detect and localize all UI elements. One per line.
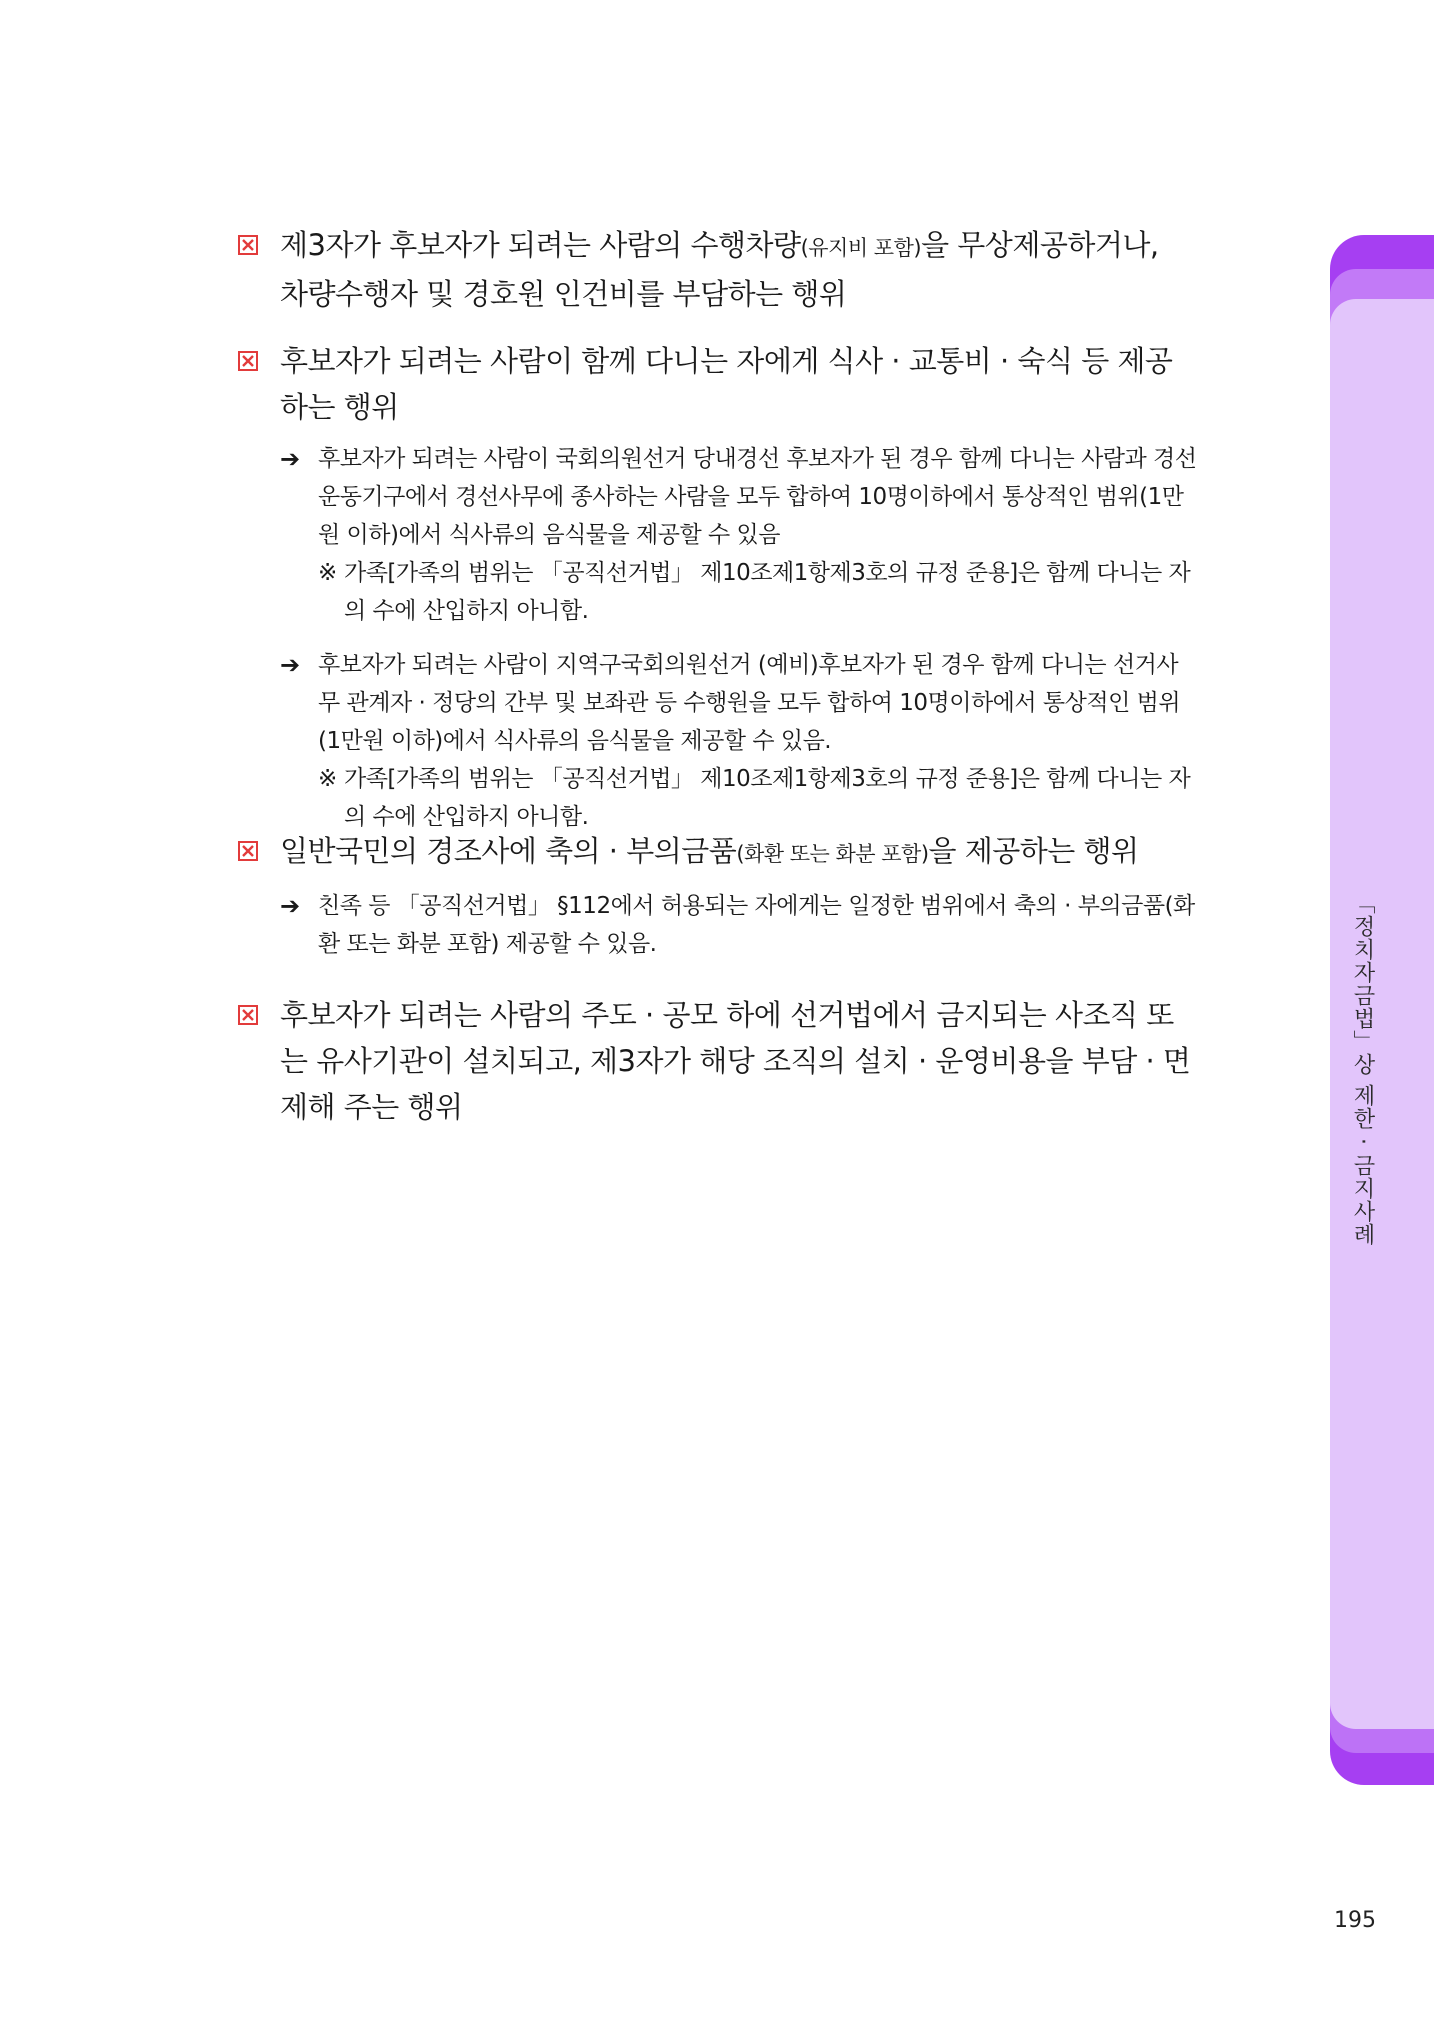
footnote — [238, 554, 1198, 630]
arrow-icon: ➔ — [280, 892, 300, 920]
heading-text-tail: 을 무상제공하거나, — [921, 228, 1159, 262]
heading-parenthetical: (유지비 포함) — [800, 236, 922, 260]
heading-text-tail: 을 제공하는 행위 — [928, 834, 1139, 868]
item-heading — [238, 828, 1198, 877]
sub-point-text: 친족 등 「공직선거법」 §112에서 허용되는 자에게는 일정한 범위에서 축의 · 부의금품(화환 또는 화분 포함) 제공할 수 있음. — [318, 893, 1195, 957]
note-mark: ※ — [318, 766, 337, 792]
heading-text: 일반국민의 경조사에 축의 · 부의금품 — [280, 834, 737, 868]
heading-parenthetical: (화환 또는 화분 포함) — [736, 842, 929, 866]
footnote-text: 가족[가족의 범위는 「공직선거법」 제10조제1항제3호의 규정 준용]은 함께 다니는 자의 수에 산입하지 아니함. — [344, 766, 1191, 830]
x-box-icon — [238, 235, 258, 255]
page-number: 195 — [1334, 1908, 1376, 1933]
list-item — [238, 828, 1198, 963]
sub-point-text: 후보자가 되려는 사람이 국회의원선거 당내경선 후보자가 된 경우 함께 다니는 사람과 경선운동기구에서 경선사무에 종사하는 사람을 모두 합하여 10명이하에서 통상적인 범위(1만원 이하)에서 식사류의 음식물을 제공할 수 있음 — [318, 446, 1197, 548]
list-item — [238, 222, 1198, 317]
heading-text: 후보자가 되려는 사람이 함께 다니는 자에게 식사 · 교통비 · 숙식 등 제공하는 행위 — [280, 344, 1173, 424]
heading-text: 제3자가 후보자가 되려는 사람의 수행차량 — [280, 228, 801, 262]
heading-text-line2: 차량수행자 및 경호원 인건비를 부담하는 행위 — [280, 277, 847, 311]
x-box-icon — [238, 1005, 258, 1025]
note-mark: ※ — [318, 560, 337, 586]
footnote-text: 가족[가족의 범위는 「공직선거법」 제10조제1항제3호의 규정 준용]은 함께 다니는 자의 수에 산입하지 아니함. — [344, 560, 1191, 624]
sub-point-text: 후보자가 되려는 사람이 지역구국회의원선거 (예비)후보자가 된 경우 함께 다니는 선거사무 관계자 · 정당의 간부 및 보좌관 등 수행원을 모두 합하여 10명이하에서 통상적인 범위 (1만원 이하)에서 식사류의 음식물을 제공할 수 있음. — [318, 652, 1181, 754]
item-heading — [238, 338, 1198, 430]
footnote — [238, 760, 1198, 836]
sub-point — [238, 440, 1198, 554]
list-item — [238, 338, 1198, 836]
sub-point — [238, 646, 1198, 760]
heading-text: 후보자가 되려는 사람의 주도 · 공모 하에 선거법에서 금지되는 사조직 또는 유사기관이 설치되고, 제3자가 해당 조직의 설치 · 운영비용을 부담 · 면제해 주는 행위 — [280, 998, 1191, 1124]
item-heading — [238, 222, 1198, 317]
x-box-icon — [238, 841, 258, 861]
item-heading — [238, 992, 1198, 1130]
sub-point — [238, 887, 1198, 963]
list-item — [238, 992, 1198, 1130]
x-box-icon — [238, 351, 258, 371]
arrow-icon: ➔ — [280, 651, 300, 679]
arrow-icon: ➔ — [280, 445, 300, 473]
chapter-tab-label: 「정치자금법」상 제한 · 금지사례 — [1350, 892, 1375, 1246]
